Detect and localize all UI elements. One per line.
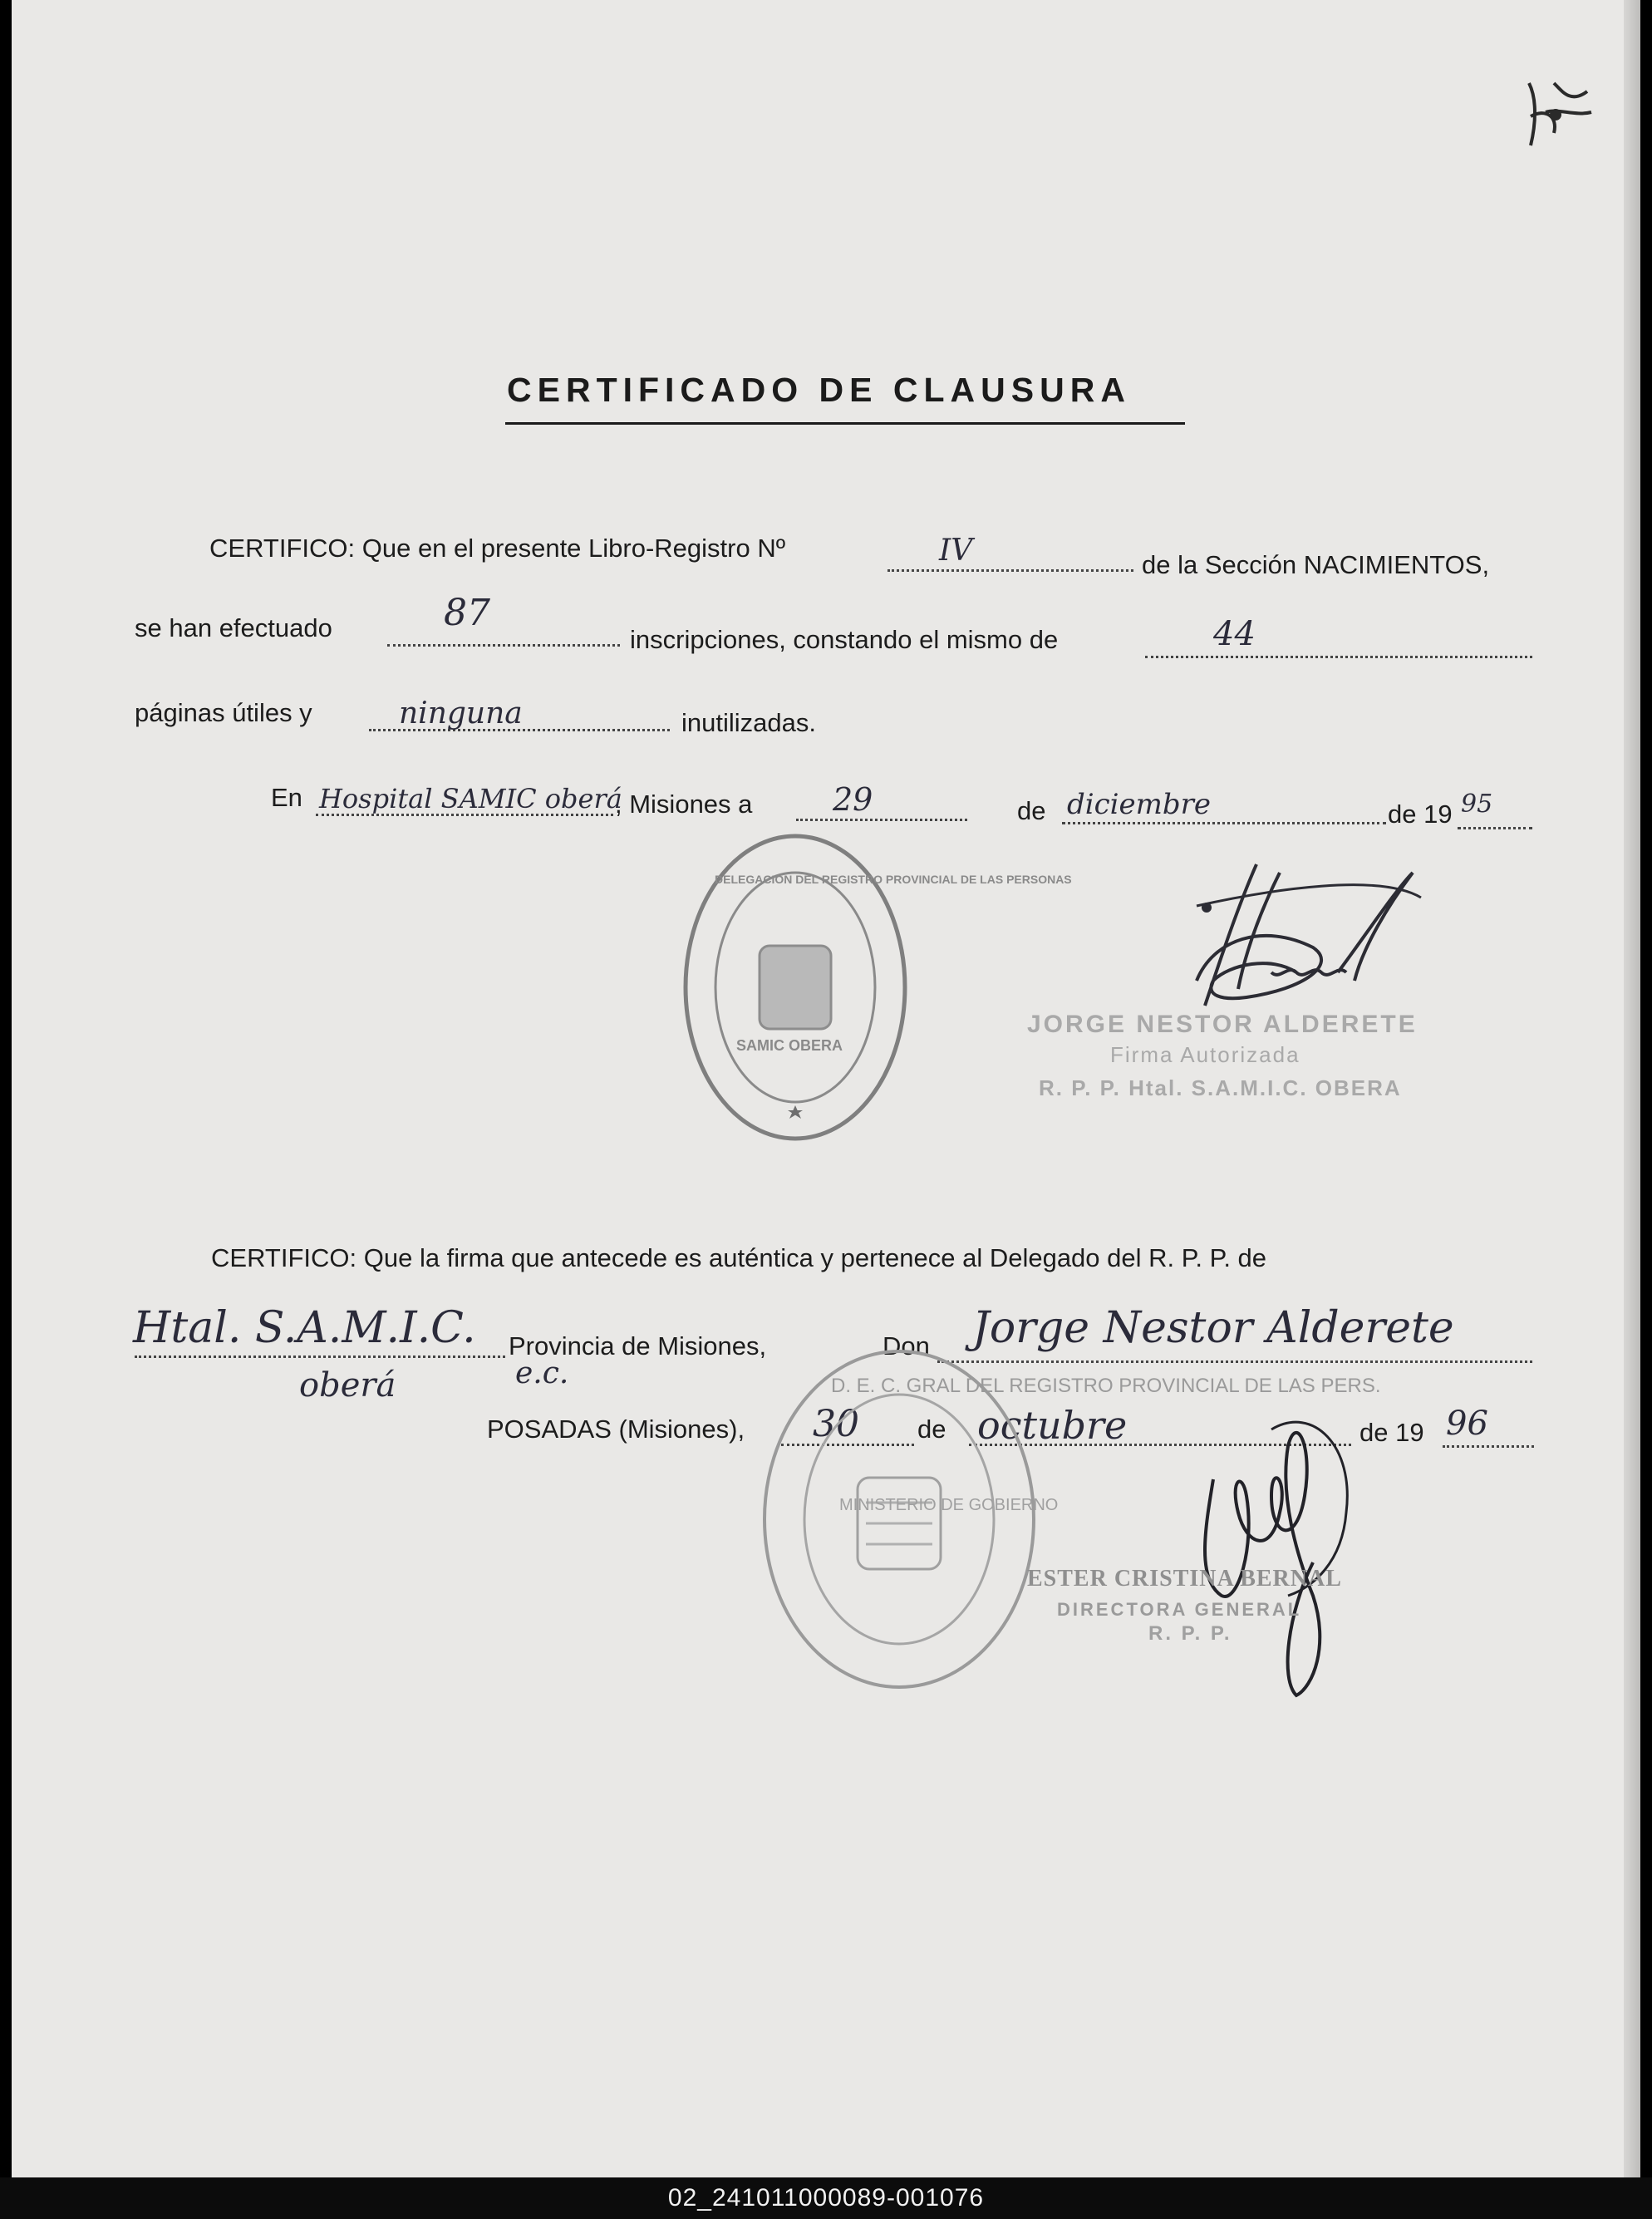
stamp2-outer-text: D. E. C. GRAL DEL REGISTRO PROVINCIAL DE LAS PERS. — [831, 1375, 1381, 1397]
nombre-value: Jorge Nestor Alderete — [972, 1303, 1454, 1353]
paginas-field — [1145, 655, 1532, 658]
libro-number-value: IV — [939, 534, 973, 568]
paginas-value: 44 — [1213, 615, 1256, 653]
dia-field — [796, 818, 967, 821]
signatory1-name: JORGE NESTOR ALDERETE — [1027, 1011, 1418, 1038]
seccion-nacimientos-text: de la Sección NACIMIENTOS, — [1142, 550, 1490, 579]
inutilizadas-text: inutilizadas. — [681, 708, 816, 737]
inscripciones-field — [387, 643, 620, 647]
signature-bernal — [1147, 1396, 1363, 1712]
mes-value: diciembre — [1067, 788, 1212, 821]
paginas-utiles-text: páginas útiles y — [135, 698, 312, 727]
de-year-text: de 19 — [1388, 800, 1453, 829]
inscripciones-value: 87 — [444, 592, 490, 634]
certifico-label-2: CERTIFICO: — [211, 1243, 357, 1272]
don-text: Don — [883, 1331, 930, 1360]
signatory1-role: Firma Autorizada — [1110, 1042, 1300, 1067]
mes-field — [1062, 821, 1386, 824]
year2-field — [1443, 1444, 1534, 1448]
signatory2-role: DIRECTORA GENERAL — [1057, 1599, 1302, 1620]
document-title: CERTIFICADO DE CLAUSURA — [507, 371, 1131, 409]
stamp1-outer-text: DELEGACION DEL REGISTRO PROVINCIAL DE LAS PERSONAS — [715, 873, 1072, 886]
lugar2-value: Htal. S.A.M.I.C. — [133, 1303, 476, 1353]
stamp1-inner-text: SAMIC OBERA — [736, 1037, 843, 1054]
year-value: 95 — [1461, 790, 1493, 819]
lugar-value: Hospital SAMIC oberá — [319, 783, 622, 814]
de2-text: de — [917, 1415, 946, 1444]
en-text: En — [271, 783, 302, 812]
libro-number-field — [887, 568, 1133, 572]
certifico-label-1: CERTIFICO: — [209, 534, 356, 563]
page-edge-shadow — [1624, 0, 1640, 2177]
corner-initial-mark — [1512, 66, 1604, 158]
nombre-line2-value: e.c. — [515, 1356, 569, 1390]
signatory1-office: R. P. P. Htal. S.A.M.I.C. OBERA — [1039, 1075, 1402, 1100]
dia-value: 29 — [833, 781, 873, 818]
scan-file-id: 02_241011000089-001076 — [667, 2184, 985, 2212]
inscripciones-text: inscripciones, constando el mismo de — [630, 625, 1059, 654]
de-year2-text: de 19 — [1359, 1418, 1424, 1447]
de-text: de — [1017, 796, 1046, 825]
signatory2-office: R. P. P. — [1148, 1622, 1232, 1645]
year2-value: 96 — [1446, 1405, 1488, 1443]
stamp2-inner-text: MINISTERIO DE GOBIERNO — [839, 1496, 1059, 1514]
libro-registro-text: Que en el presente Libro-Registro Nº — [361, 534, 786, 563]
inutilizadas-value: ninguna — [399, 696, 523, 731]
lugar2-field — [135, 1355, 505, 1358]
year-field — [1458, 826, 1532, 829]
dia2-value: 30 — [813, 1403, 859, 1445]
efectuado-text: se han efectuado — [135, 613, 332, 642]
lugar2-line2-value: oberá — [299, 1366, 396, 1405]
misiones-a-text: , Misiones a — [615, 790, 753, 819]
posadas-text: POSADAS (Misiones), — [487, 1415, 745, 1444]
signatory2-name: ESTER CRISTINA BERNAL — [1027, 1566, 1342, 1592]
mes2-value: octubre — [977, 1403, 1128, 1448]
firma-autentica-text: Que la firma que antecede es auténtica y pertenece al Delegado del R. P. P. de — [363, 1243, 1267, 1272]
title-underline — [505, 422, 1185, 425]
provincia-misiones-text: Provincia de Misiones, — [509, 1331, 767, 1360]
